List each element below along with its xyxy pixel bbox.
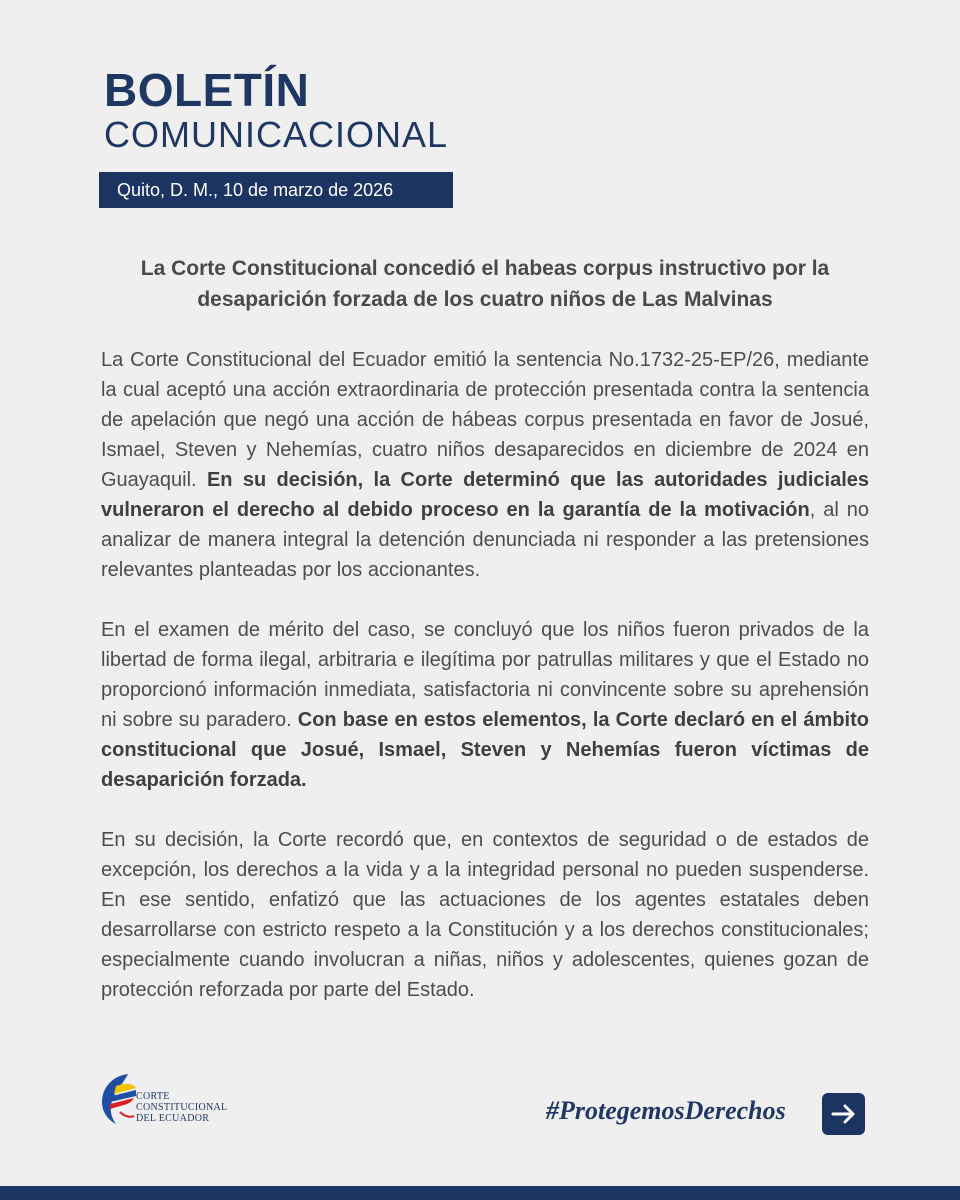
bulletin-subtitle: COMUNICACIONAL [104, 114, 449, 155]
hashtag: #ProtegemosDerechos [546, 1096, 786, 1125]
bulletin-title: BOLETÍN [104, 64, 310, 116]
logo-text: CORTE CONSTITUCIONAL DEL ECUADOR [136, 1091, 228, 1124]
paragraph-3: En su decisión, la Corte recordó que, en contextos de seguridad o de estados de excepción, los derechos a la vida y a la integridad personal no pueden suspenderse. En ese sentido, enfatizó que las actuaciones de los agentes estatales deben desarrollarse con estricto respeto a la Constitución y a los derechos constitucionales; especialmente cuando involucran a niñas, niños y adolescentes, quienes gozan de protección reforzada por parte del Estado. [101, 829, 869, 1001]
bulletin-header [104, 66, 448, 154]
arrow-right-icon [831, 1104, 857, 1124]
paragraph-1-highlight: En su decisión, la Corte determinó que las autoridades judiciales vulneraron el derecho al debido proceso en la garantía de la motivación [101, 469, 869, 521]
bottom-bar [0, 1186, 960, 1200]
next-button[interactable] [822, 1093, 865, 1135]
paragraph-2-highlight: Con base en estos elementos, la Corte declaró en el ámbito constitucional que Josué, Ismael, Steven y Nehemías fueron víctimas de desaparición forzada. [101, 709, 869, 791]
paragraph-2: En el examen de mérito del caso, se concluyó que los niños fueron privados de la libertad de forma ilegal, arbitraria e ilegítima por patrullas militares y que el Estado no proporcionó información inmediata, satisfactoria ni convincente sobre su aprehensión ni sobre su paradero. Con base en estos elementos, la Corte declaró en el ámbito constitucional que Josué, Ismael, Steven y Nehemías fueron víctimas de desaparición forzada. [101, 619, 869, 791]
corte-constitucional-logo [98, 1072, 238, 1132]
date-bar: Quito, D. M., 10 de marzo de 2026 [99, 172, 453, 208]
headline: La Corte Constitucional concedió el habeas corpus instructivo por la desaparición forzada de los cuatro niños de Las Malvinas [140, 257, 830, 311]
logo-emblem-icon [98, 1072, 138, 1128]
paragraph-1: La Corte Constitucional del Ecuador emitió la sentencia No.1732-25-EP/26, mediante la cual aceptó una acción extraordinaria de protección presentada contra la sentencia de apelación que negó una acción de hábeas corpus presentada en favor de Josué, Ismael, Steven y Nehemías, cuatro niños desaparecidos en diciembre de 2024 en Guayaquil. En su decisión, la Corte determinó que las autoridades judiciales vulneraron el derecho al debido proceso en la garantía de la motivación, al no analizar de manera integral la detención denunciada ni responder a las pretensiones relevantes planteadas por los accionantes. [101, 349, 870, 581]
article-body [101, 345, 869, 1035]
